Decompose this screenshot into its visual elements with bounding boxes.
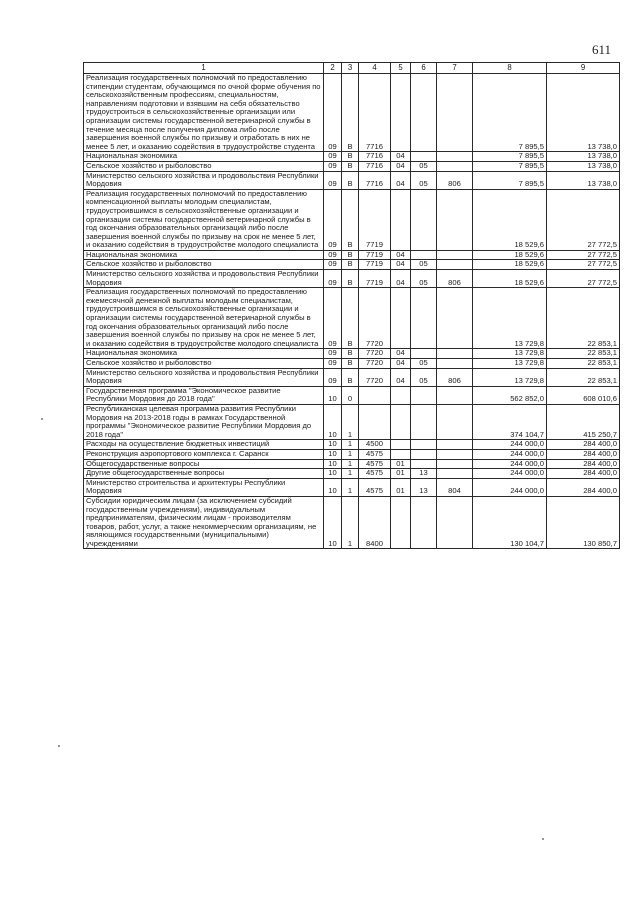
item-code-cell: 7719 — [359, 270, 391, 288]
department-code-cell — [437, 349, 473, 359]
section-code-cell: 04 — [391, 368, 411, 386]
subprogram-code-cell: В — [342, 368, 359, 386]
section-code-cell: 04 — [391, 359, 411, 369]
row-name-cell: Расходы на осуществление бюджетных инвестиций — [84, 440, 324, 450]
department-code-cell: 806 — [437, 270, 473, 288]
amount-cell: 415 250,7 — [547, 404, 620, 439]
amount-cell: 27 772,5 — [547, 260, 620, 270]
item-code-cell: 8400 — [359, 496, 391, 549]
program-code-cell: 09 — [324, 349, 342, 359]
amount-cell: 374 104,7 — [473, 404, 547, 439]
subsection-code-cell: 05 — [411, 270, 437, 288]
amount-cell: 244 000,0 — [473, 449, 547, 459]
subsection-code-cell — [411, 250, 437, 260]
amount-cell: 22 853,1 — [547, 288, 620, 349]
subsection-code-cell — [411, 288, 437, 349]
row-name-cell: Республиканская целевая программа развития Республики Мордовия на 2013-2018 годы в рамках Государственной программы "Экономическое развитие Республики Мордовия до 2018 года" — [84, 404, 324, 439]
department-code-cell — [437, 189, 473, 250]
table-row — [84, 270, 620, 288]
subsection-code-cell — [411, 449, 437, 459]
department-code-cell — [437, 161, 473, 171]
table-row — [84, 152, 620, 162]
amount-cell: 284 400,0 — [547, 440, 620, 450]
amount-cell: 18 529,6 — [473, 250, 547, 260]
subprogram-code-cell: В — [342, 161, 359, 171]
department-code-cell — [437, 469, 473, 479]
subprogram-code-cell: 1 — [342, 469, 359, 479]
program-code-cell: 09 — [324, 368, 342, 386]
section-code-cell — [391, 74, 411, 152]
amount-cell: 608 010,6 — [547, 386, 620, 404]
table-header-row — [84, 63, 620, 74]
column-header: 9 — [547, 63, 620, 74]
amount-cell: 244 000,0 — [473, 469, 547, 479]
table-row — [84, 496, 620, 549]
amount-cell: 244 000,0 — [473, 478, 547, 496]
subsection-code-cell: 05 — [411, 161, 437, 171]
amount-cell: 13 729,8 — [473, 288, 547, 349]
row-name-cell: Субсидии юридическим лицам (за исключением субсидий государственным учреждениям), индивидуальным предпринимателям, физическим лицам - производителям товаров, работ, услуг, а также некоммерческим организациям, не являющимся государственными (муниципальными) учреждениями — [84, 496, 324, 549]
subprogram-code-cell: В — [342, 260, 359, 270]
section-code-cell: 01 — [391, 478, 411, 496]
item-code-cell: 4575 — [359, 478, 391, 496]
row-name-cell: Национальная экономика — [84, 349, 324, 359]
column-header: 1 — [84, 63, 324, 74]
table-row — [84, 459, 620, 469]
subsection-code-cell: 05 — [411, 359, 437, 369]
column-header: 5 — [391, 63, 411, 74]
amount-cell: 22 853,1 — [547, 359, 620, 369]
subprogram-code-cell: 1 — [342, 404, 359, 439]
subprogram-code-cell: 1 — [342, 459, 359, 469]
subprogram-code-cell: 1 — [342, 478, 359, 496]
table-row — [84, 189, 620, 250]
row-name-cell: Другие общегосударственные вопросы — [84, 469, 324, 479]
program-code-cell: 10 — [324, 478, 342, 496]
amount-cell: 130 850,7 — [547, 496, 620, 549]
amount-cell: 244 000,0 — [473, 440, 547, 450]
item-code-cell — [359, 404, 391, 439]
row-name-cell: Сельское хозяйство и рыболовство — [84, 161, 324, 171]
department-code-cell: 806 — [437, 368, 473, 386]
subprogram-code-cell: В — [342, 189, 359, 250]
subprogram-code-cell: В — [342, 250, 359, 260]
budget-table — [83, 62, 620, 549]
department-code-cell — [437, 496, 473, 549]
amount-cell: 18 529,6 — [473, 270, 547, 288]
program-code-cell: 10 — [324, 404, 342, 439]
subprogram-code-cell: 0 — [342, 386, 359, 404]
amount-cell: 18 529,6 — [473, 189, 547, 250]
subprogram-code-cell: В — [342, 171, 359, 189]
department-code-cell — [437, 260, 473, 270]
subprogram-code-cell: В — [342, 359, 359, 369]
row-name-cell: Сельское хозяйство и рыболовство — [84, 260, 324, 270]
subsection-code-cell: 05 — [411, 368, 437, 386]
amount-cell: 13 738,0 — [547, 152, 620, 162]
item-code-cell: 7720 — [359, 368, 391, 386]
department-code-cell — [437, 288, 473, 349]
program-code-cell: 10 — [324, 386, 342, 404]
amount-cell: 13 729,8 — [473, 349, 547, 359]
section-code-cell: 04 — [391, 260, 411, 270]
section-code-cell: 04 — [391, 161, 411, 171]
table-row — [84, 74, 620, 152]
amount-cell: 27 772,5 — [547, 189, 620, 250]
row-name-cell: Сельское хозяйство и рыболовство — [84, 359, 324, 369]
item-code-cell: 4575 — [359, 449, 391, 459]
section-code-cell: 01 — [391, 459, 411, 469]
program-code-cell: 10 — [324, 440, 342, 450]
program-code-cell: 09 — [324, 270, 342, 288]
item-code-cell: 7716 — [359, 171, 391, 189]
section-code-cell: 01 — [391, 469, 411, 479]
page-number: 611 — [592, 42, 612, 57]
table-row — [84, 349, 620, 359]
section-code-cell: 04 — [391, 171, 411, 189]
row-name-cell: Министерство строительства и архитектуры Республики Мордовия — [84, 478, 324, 496]
section-code-cell — [391, 386, 411, 404]
column-header: 8 — [473, 63, 547, 74]
column-header: 6 — [411, 63, 437, 74]
item-code-cell: 7720 — [359, 288, 391, 349]
item-code-cell: 4575 — [359, 459, 391, 469]
section-code-cell — [391, 189, 411, 250]
table-row — [84, 449, 620, 459]
subsection-code-cell: 05 — [411, 260, 437, 270]
amount-cell: 22 853,1 — [547, 349, 620, 359]
program-code-cell: 09 — [324, 250, 342, 260]
row-name-cell: Реализация государственных полномочий по предоставлению ежемесячной денежной выплаты молодым специалистам, трудоустроившимся в сельскохозяйственные организации и организации системы государственной ветеринарной службы в год окончания образовательных организаций либо после завершения военной службы по призыву на срок не менее 5 лет, и оказанию содействия в трудоустройстве молодого специалиста — [84, 288, 324, 349]
amount-cell: 284 400,0 — [547, 459, 620, 469]
amount-cell: 7 895,5 — [473, 171, 547, 189]
subprogram-code-cell: В — [342, 270, 359, 288]
row-name-cell: Реализация государственных полномочий по предоставлению стипендии студентам, обучающимся по очной форме обучения по сельскохозяйственным профессиям, специальностям, направлениям подготовки и взявшим на себя обязательство трудоустроиться в сельскохозяйственные организации или организации системы государственной ветеринарной службы в течение месяца после получения диплома либо после завершения военной службы по призыву и отработать в них не менее 5 лет, и оказанию содействия в трудоустройстве студента — [84, 74, 324, 152]
amount-cell: 284 400,0 — [547, 449, 620, 459]
amount-cell: 7 895,5 — [473, 161, 547, 171]
item-code-cell: 7719 — [359, 189, 391, 250]
department-code-cell: 804 — [437, 478, 473, 496]
table-row — [84, 404, 620, 439]
subsection-code-cell — [411, 74, 437, 152]
amount-cell: 7 895,5 — [473, 74, 547, 152]
program-code-cell: 10 — [324, 459, 342, 469]
subsection-code-cell — [411, 189, 437, 250]
column-header: 2 — [324, 63, 342, 74]
item-code-cell: 7716 — [359, 74, 391, 152]
subprogram-code-cell: В — [342, 152, 359, 162]
item-code-cell: 4575 — [359, 469, 391, 479]
table-row — [84, 368, 620, 386]
program-code-cell: 09 — [324, 161, 342, 171]
program-code-cell: 09 — [324, 189, 342, 250]
section-code-cell: 04 — [391, 270, 411, 288]
subsection-code-cell — [411, 459, 437, 469]
scan-speck — [41, 418, 43, 420]
subprogram-code-cell: В — [342, 349, 359, 359]
subprogram-code-cell: 1 — [342, 496, 359, 549]
program-code-cell: 10 — [324, 469, 342, 479]
program-code-cell: 09 — [324, 171, 342, 189]
amount-cell: 284 400,0 — [547, 478, 620, 496]
column-header: 4 — [359, 63, 391, 74]
amount-cell: 284 400,0 — [547, 469, 620, 479]
table-row — [84, 440, 620, 450]
department-code-cell — [437, 359, 473, 369]
department-code-cell — [437, 386, 473, 404]
row-name-cell: Реконструкция аэропортового комплекса г. Саранск — [84, 449, 324, 459]
amount-cell: 562 852,0 — [473, 386, 547, 404]
section-code-cell: 04 — [391, 152, 411, 162]
table-row — [84, 250, 620, 260]
section-code-cell: 04 — [391, 250, 411, 260]
column-header: 3 — [342, 63, 359, 74]
department-code-cell — [437, 404, 473, 439]
row-name-cell: Национальная экономика — [84, 250, 324, 260]
row-name-cell: Министерство сельского хозяйства и продовольствия Республики Мордовия — [84, 368, 324, 386]
amount-cell: 244 000,0 — [473, 459, 547, 469]
subprogram-code-cell: В — [342, 288, 359, 349]
row-name-cell: Реализация государственных полномочий по предоставлению компенсационной выплаты молодым специалистам, трудоустроившимся в сельскохозяйственные организации и организации системы государственной ветеринарной службы в год окончания образовательных организаций либо после завершения военной службы по призыву на срок не менее 5 лет, и оказанию содействия в трудоустройстве молодого специалиста — [84, 189, 324, 250]
row-name-cell: Общегосударственные вопросы — [84, 459, 324, 469]
subprogram-code-cell: 1 — [342, 440, 359, 450]
subsection-code-cell — [411, 152, 437, 162]
subprogram-code-cell: В — [342, 74, 359, 152]
amount-cell: 13 738,0 — [547, 171, 620, 189]
amount-cell: 130 104,7 — [473, 496, 547, 549]
item-code-cell: 7720 — [359, 349, 391, 359]
amount-cell: 18 529,6 — [473, 260, 547, 270]
amount-cell: 27 772,5 — [547, 250, 620, 260]
section-code-cell — [391, 288, 411, 349]
table-row — [84, 478, 620, 496]
column-header: 7 — [437, 63, 473, 74]
department-code-cell — [437, 152, 473, 162]
amount-cell: 13 729,8 — [473, 359, 547, 369]
row-name-cell: Государственная программа "Экономическое развитие Республики Мордовия до 2018 года" — [84, 386, 324, 404]
table-row — [84, 359, 620, 369]
department-code-cell — [437, 74, 473, 152]
subsection-code-cell: 05 — [411, 171, 437, 189]
program-code-cell: 09 — [324, 288, 342, 349]
program-code-cell: 09 — [324, 74, 342, 152]
subsection-code-cell: 13 — [411, 469, 437, 479]
department-code-cell — [437, 449, 473, 459]
scan-speck — [542, 838, 544, 840]
table-row — [84, 288, 620, 349]
item-code-cell: 7719 — [359, 260, 391, 270]
subsection-code-cell: 13 — [411, 478, 437, 496]
subsection-code-cell — [411, 404, 437, 439]
section-code-cell: 04 — [391, 349, 411, 359]
scan-speck — [58, 745, 60, 747]
subsection-code-cell — [411, 349, 437, 359]
table-row — [84, 260, 620, 270]
subsection-code-cell — [411, 496, 437, 549]
row-name-cell: Министерство сельского хозяйства и продовольствия Республики Мордовия — [84, 171, 324, 189]
program-code-cell: 09 — [324, 260, 342, 270]
item-code-cell: 7716 — [359, 161, 391, 171]
item-code-cell: 4500 — [359, 440, 391, 450]
subprogram-code-cell: 1 — [342, 449, 359, 459]
item-code-cell: 7720 — [359, 359, 391, 369]
amount-cell: 13 738,0 — [547, 161, 620, 171]
department-code-cell — [437, 250, 473, 260]
table-row — [84, 386, 620, 404]
row-name-cell: Национальная экономика — [84, 152, 324, 162]
row-name-cell: Министерство сельского хозяйства и продовольствия Республики Мордовия — [84, 270, 324, 288]
program-code-cell: 10 — [324, 496, 342, 549]
amount-cell: 13 738,0 — [547, 74, 620, 152]
amount-cell: 22 853,1 — [547, 368, 620, 386]
section-code-cell — [391, 496, 411, 549]
table-row — [84, 469, 620, 479]
department-code-cell: 806 — [437, 171, 473, 189]
section-code-cell — [391, 404, 411, 439]
program-code-cell: 09 — [324, 152, 342, 162]
table-row — [84, 161, 620, 171]
department-code-cell — [437, 459, 473, 469]
amount-cell: 13 729,8 — [473, 368, 547, 386]
section-code-cell — [391, 440, 411, 450]
subsection-code-cell — [411, 440, 437, 450]
department-code-cell — [437, 440, 473, 450]
item-code-cell: 7716 — [359, 152, 391, 162]
amount-cell: 7 895,5 — [473, 152, 547, 162]
amount-cell: 27 772,5 — [547, 270, 620, 288]
item-code-cell: 7719 — [359, 250, 391, 260]
item-code-cell — [359, 386, 391, 404]
table-row — [84, 171, 620, 189]
subsection-code-cell — [411, 386, 437, 404]
program-code-cell: 10 — [324, 449, 342, 459]
program-code-cell: 09 — [324, 359, 342, 369]
section-code-cell — [391, 449, 411, 459]
